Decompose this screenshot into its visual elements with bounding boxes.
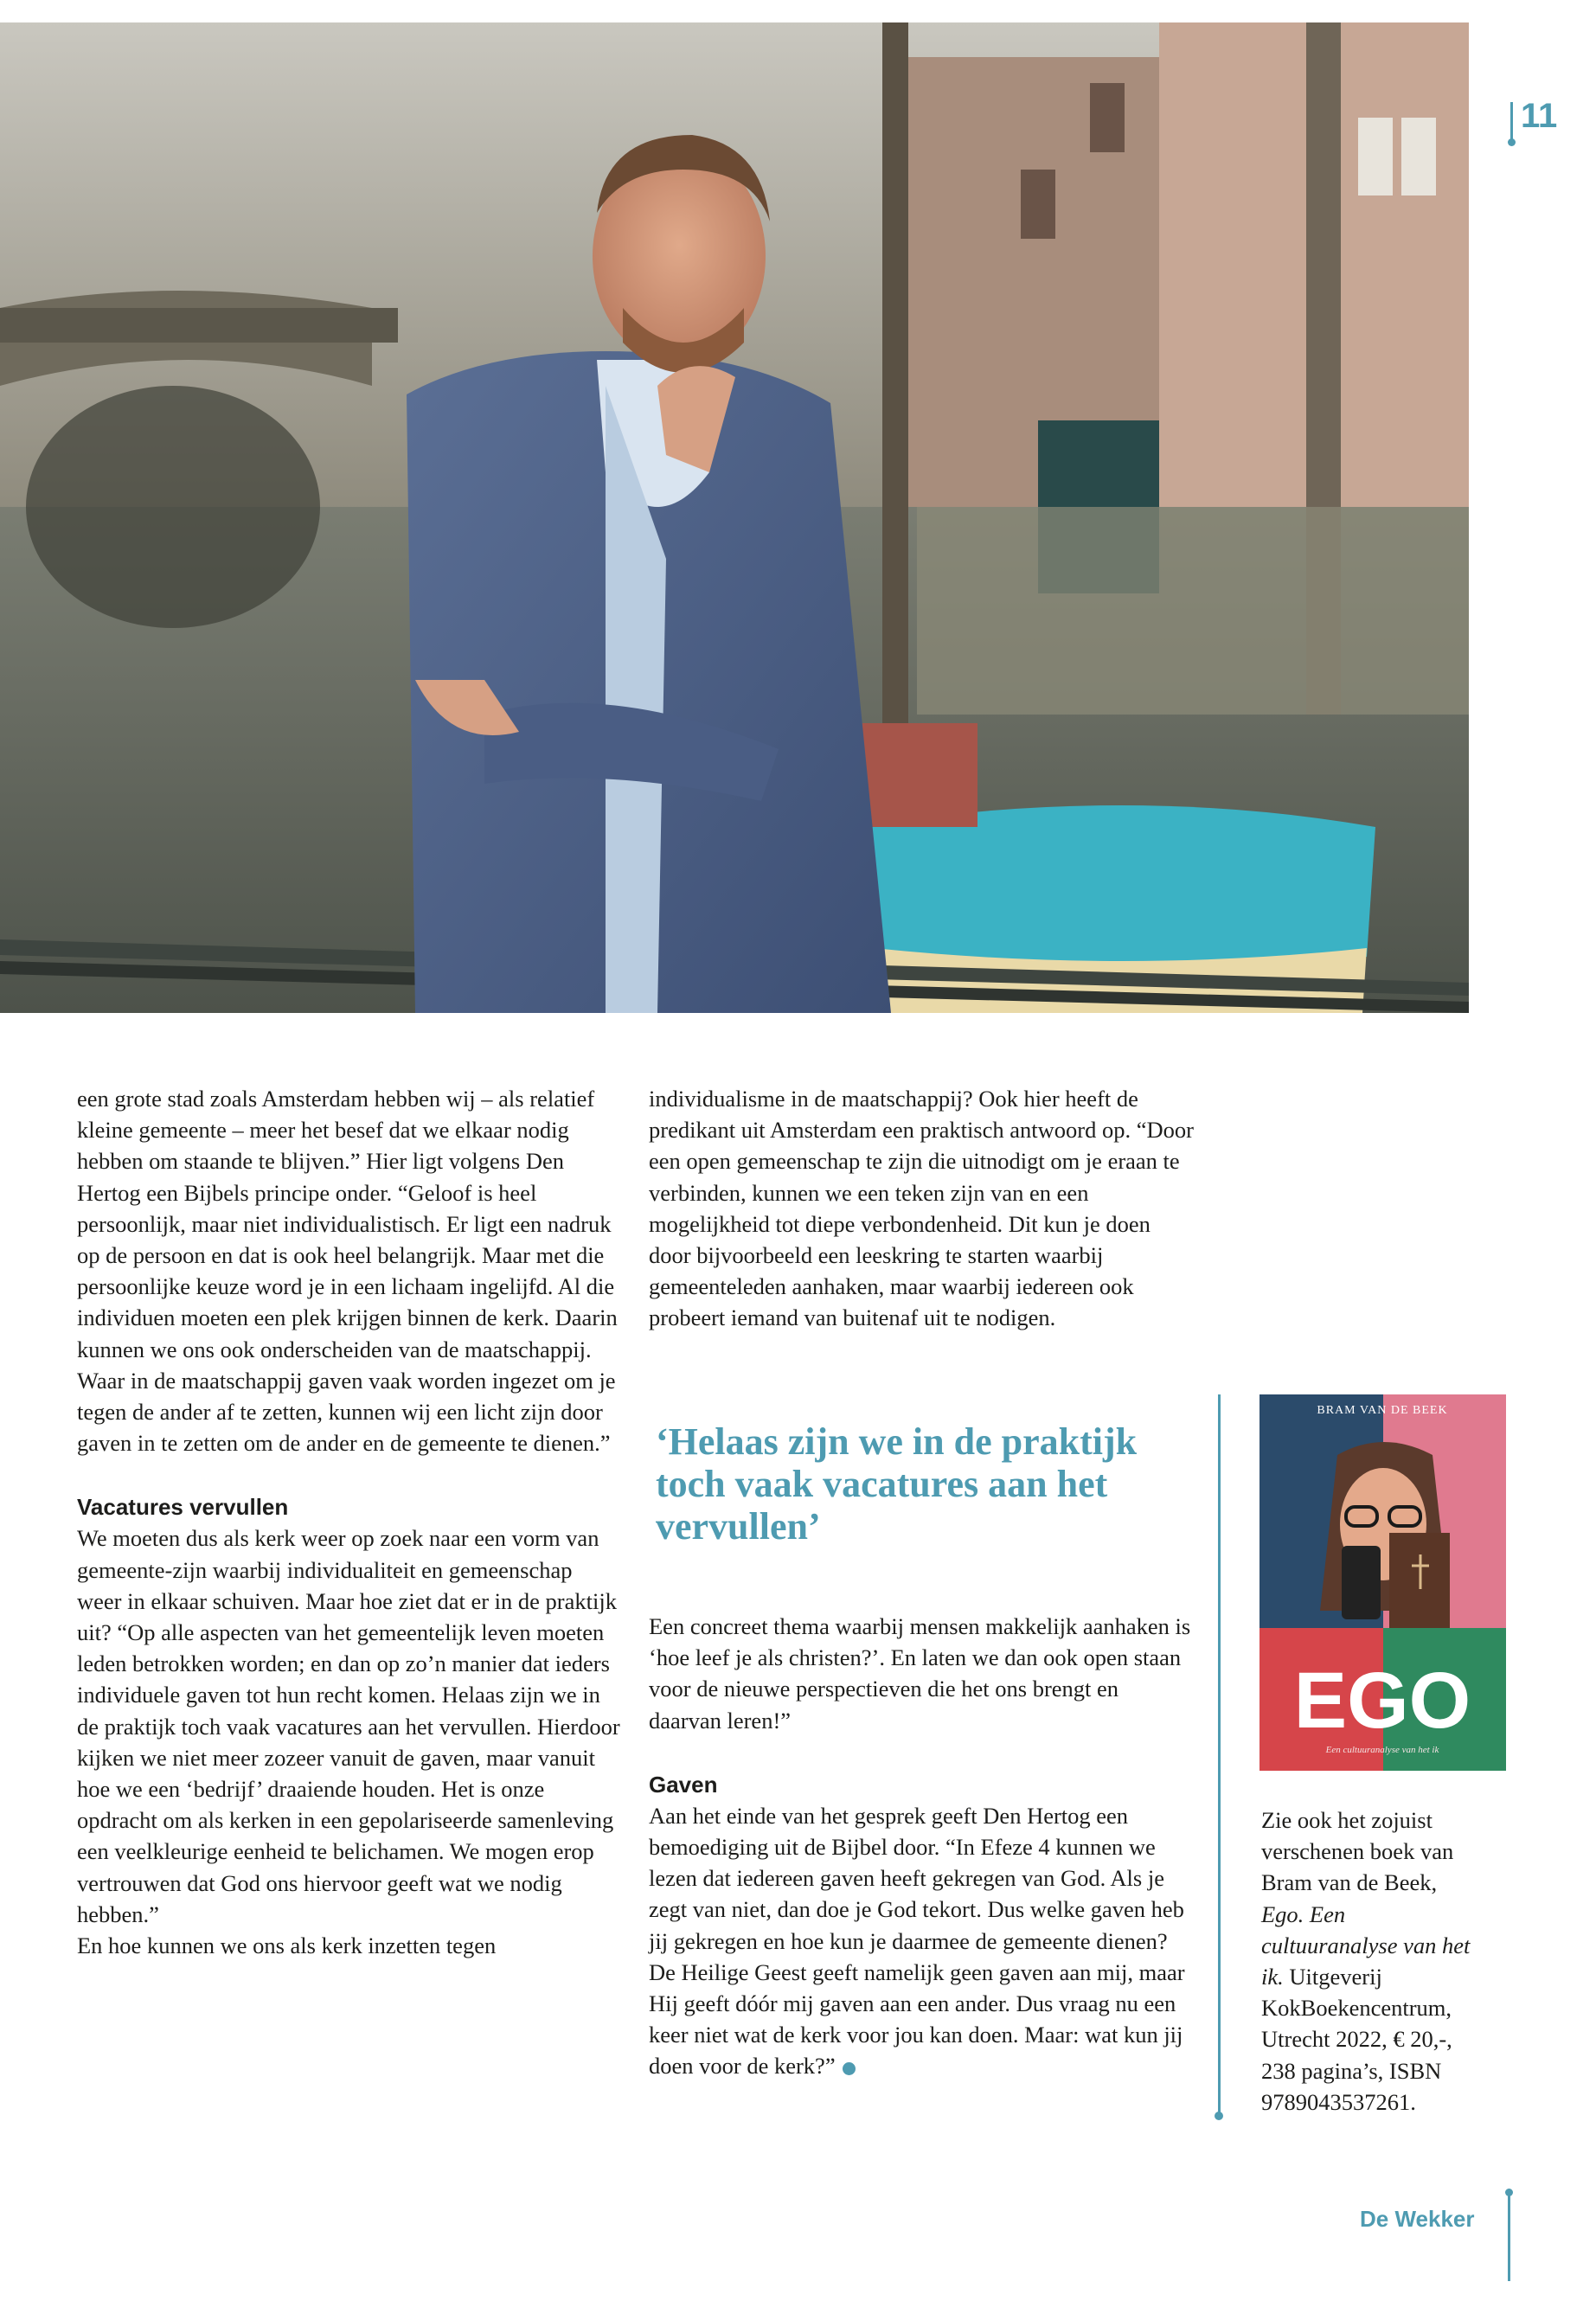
- pull-quote: ‘Helaas zijn we in de praktijk toch vaak vacatures aan het vervullen’: [656, 1420, 1138, 1548]
- paragraph: En hoe kunnen we ons als kerk inzetten tegen: [77, 1932, 497, 1959]
- page-number: 11: [1521, 97, 1558, 135]
- paragraph: Een concreet thema waarbij mensen makkelijk aanhaken is ‘hoe leef je als christen?’. En laten we dan ook open staan voor de nieuwe perspectieven die het ons brengt en daarvan leren!”: [649, 1613, 1191, 1734]
- publication-name: De Wekker: [1360, 2206, 1475, 2232]
- page-number-rule: [1510, 102, 1513, 142]
- caption-post: Uitgeverij KokBoekencentrum, Utrecht 2022, € 20,-, 238 pagina’s, ISBN 9789043537261.: [1261, 1964, 1452, 2115]
- subheading-gaven: Gaven: [649, 1771, 718, 1798]
- article-column-1: [77, 1083, 622, 1961]
- end-mark-icon: [843, 2062, 856, 2075]
- subheading-vacatures: Vacatures vervullen: [77, 1494, 289, 1521]
- article-column-2-continued: [649, 1611, 1194, 2082]
- paragraph: We moeten dus als kerk weer op zoek naar een vorm van gemeente-zijn waarbij individualiteit en gemeenschap weer in elkaar schuiven. Maar hoe ziet dat er in de praktijk uit? “Op alle aspecten van het gemeentelijk leven moeten leden betrokken worden; en dan op zo’n manier dat ieders individuele gaven tot hun recht komen. Helaas zijn we in de praktijk toch vaak vacatures aan het vervullen. Hierdoor kijken we niet meer zozeer vanuit de gaven, maar vanuit hoe we een ‘bedrijf’ draaiende houden. Het is onze opdracht om als kerken in een gepolariseerde samenleving een veelkleurige eenheid te belichamen. We mogen erop vertrouwen dat God ons hiervoor geeft wat we nodig hebben.”: [77, 1525, 620, 1927]
- sidebar-divider-dot: [1215, 2112, 1223, 2120]
- portrait-photo: [0, 22, 1469, 1013]
- book-cover-subtitle: Een cultuuranalyse van het ik: [1325, 1745, 1439, 1755]
- sidebar-divider: [1218, 1394, 1221, 2116]
- paragraph-text: Aan het einde van het gesprek geeft Den Hertog een bemoediging uit de Bijbel door. “In Efeze 4 kunnen we lezen dat iedereen gaven heeft gekregen van God. Als je zegt van niet, dan doe je God tekort. Dus welke gaven heb jij gekregen en hoe kun je daarmee de gemeente dienen? De Heilige Geest geeft namelijk geen gaven aan mij, maar Hij geeft dóór mij gaven aan een ander. Dus vraag nu een keer niet wat de kerk voor jou kan doen. Maar: wat kun jij doen voor de kerk?”: [649, 1802, 1185, 2080]
- caption-book-title: Ego. Een cultuuranalyse van het ik.: [1261, 1900, 1471, 1990]
- book-caption-text: [1261, 1804, 1477, 2118]
- caption-pre: Zie ook het zojuist verschenen boek van Bram van de Beek,: [1261, 1807, 1454, 1896]
- paragraph-final: [649, 1800, 1194, 2082]
- book-cover-title: EGO: [1293, 1657, 1471, 1745]
- book-cover-author: BRAM VAN DE BEEK: [1317, 1404, 1448, 1417]
- book-cover: [1259, 1394, 1506, 1771]
- paragraph: een grote stad zoals Amsterdam hebben wij – als relatief kleine gemeente – meer het besef dat we elkaar nodig hebben om staande te blijven.” Hier ligt volgens Den Hertog een Bijbels principe onder. “Geloof is heel persoonlijk, maar niet individualistisch. Er ligt een nadruk op de persoon en dat is ook heel belangrijk. Maar met die persoonlijke keuze word je in een lichaam ingelijfd. Al die individuen moeten een plek krijgen binnen de kerk. Daarin kunnen we ons ook onderscheiden van de maatschappij. Waar in de maatschappij gaven vaak worden ingezet om je tegen de ander af te zetten, kunnen wij een licht zijn door gaven in te zetten om de ander en de gemeente te dienen.”: [77, 1086, 618, 1457]
- page-number-dot: [1508, 138, 1516, 146]
- paragraph: individualisme in de maatschappij? Ook hier heeft de predikant uit Amsterdam een praktisch antwoord op. “Door een open gemeenschap te zijn die uitnodigt om je eraan te verbinden, kunnen we een teken zijn van en een mogelijkheid tot diepe verbondenheid. Dit kun je doen door bijvoorbeeld een leeskring te starten waarbij gemeenteleden aanhaken, maar waarbij iedereen ook probeert iemand van buitenaf uit te nodigen.: [649, 1086, 1194, 1331]
- book-caption: [1261, 1804, 1477, 2118]
- footer-rule: [1508, 2193, 1510, 2281]
- article-column-2: [649, 1083, 1194, 1334]
